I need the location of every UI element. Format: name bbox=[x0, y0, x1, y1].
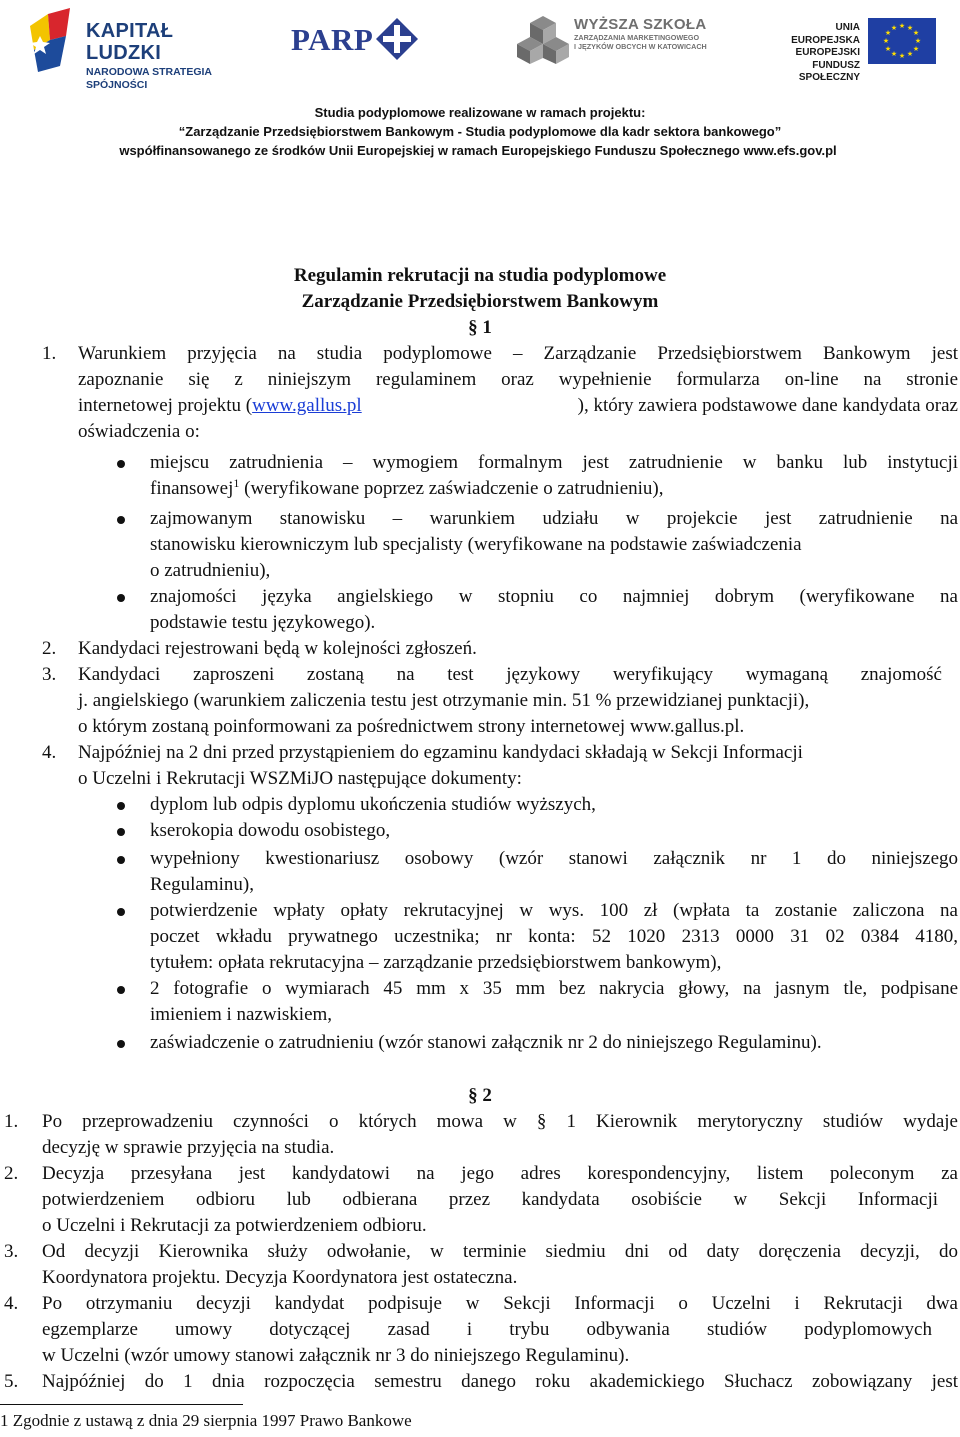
bullet-icon bbox=[117, 516, 125, 524]
s1-b3-line1: znajomości języka angielskiego w stopniu co najmniej dobrym (weryfikowane na bbox=[150, 586, 958, 607]
s2-p4-line3: w Uczelni (wzór umowy stanowi załącznik nr 3 do niniejszego Regulaminu). bbox=[42, 1345, 630, 1366]
s1-b1-line2: finansowej$^1$ (weryfikowane poprzez zaświadczenie o zatrudnieniu), bbox=[150, 476, 664, 499]
s2-p2-line1: Decyzja przesyłana jest kandydatowi na jego adres korespondencyjny, listem poleconym za bbox=[42, 1163, 958, 1184]
kapital-ludzki-subtitle: NARODOWA STRATEGIA SPÓJNOŚCI bbox=[86, 66, 212, 91]
s2-p4-number: 4. bbox=[4, 1293, 19, 1314]
s2-p3-number: 3. bbox=[4, 1241, 19, 1262]
s1-d6: zaświadczenie o zatrudnieniu (wzór stanowi załącznik nr 2 do niniejszego Regulaminu). bbox=[150, 1032, 822, 1053]
doc-title: Regulamin rekrutacji na studia podyplomowe bbox=[293, 265, 667, 286]
kapital-ludzki-logo bbox=[26, 6, 241, 91]
svg-text:★: ★ bbox=[912, 45, 920, 53]
s1-b2-line2: stanowisku kierowniczym lub specjalisty (weryfikowane na podstawie zaświadczenia bbox=[150, 534, 802, 555]
s1-p1-number: 1. bbox=[42, 343, 57, 364]
s1-p3-line3: o którym zostaną poinformowani za pośrednictwem strony internetowej www.gallus.pl. bbox=[78, 716, 745, 737]
s2-p1-line1: Po przeprowadzeniu czynności o których mowa w § 1 Kierownik merytoryczny studiów wydaje bbox=[42, 1111, 958, 1132]
s1-p4-line1: Najpóźniej na 2 dni przed przystąpieniem do egzaminu kandydaci składają w Sekcji Informacji bbox=[78, 742, 803, 763]
svg-text:★: ★ bbox=[906, 50, 914, 58]
wyzsza-szkola-title: WYŻSZA SZKOŁA bbox=[574, 16, 707, 33]
bullet-icon bbox=[117, 986, 125, 994]
project-header-line1: Studia podyplomowe realizowane w ramach projektu: bbox=[314, 105, 646, 120]
s1-d4-line3: tytułem: opłata rekrutacyjna – zarządzanie przedsiębiorstwem bankowym), bbox=[150, 952, 722, 973]
footnote: 1 Zgodnie z ustawą z dnia 29 sierpnia 1997 Prawo Bankowe bbox=[0, 1411, 412, 1430]
s2-p3-line2: Koordynatora projektu. Decyzja Koordynatora jest ostateczna. bbox=[42, 1267, 518, 1288]
s1-p1-line1: Warunkiem przyjęcia na studia podyplomowe – Zarządzanie Przedsiębiorstwem Bankowym jest bbox=[78, 343, 958, 364]
svg-text:★: ★ bbox=[906, 24, 914, 32]
footnote-ref: 1 bbox=[233, 476, 240, 490]
kapital-ludzki-title: KAPITAŁ LUDZKI bbox=[86, 20, 174, 64]
s2-p5-number: 5. bbox=[4, 1371, 19, 1392]
section-2-heading: § 2 bbox=[468, 1085, 492, 1106]
ue-line2: EUROPEJSKI bbox=[795, 47, 860, 58]
svg-text:★: ★ bbox=[890, 50, 898, 58]
s1-d3-line1: wypełniony kwestionariusz osobowy (wzór stanowi załącznik nr 1 do niniejszego bbox=[150, 848, 958, 869]
s1-p3-line1: Kandydaci zaproszeni zostaną na test językowy weryfikujący wymaganą znajomość bbox=[78, 664, 942, 685]
parp-emblem-icon bbox=[375, 17, 419, 61]
s1-b1-line1: miejscu zatrudnienia – wymogiem formalnym jest zatrudnienie w banku lub instytucji bbox=[150, 452, 958, 473]
kapital-ludzki-emblem-icon bbox=[26, 6, 82, 76]
project-header-line3: współfinansowanego ze środków Unii Europejskiej w ramach Europejskiego Funduszu Społecznego www.efs.gov.pl bbox=[119, 143, 837, 158]
s1-b2-line3: o zatrudnieniu), bbox=[150, 560, 271, 581]
s2-p2-number: 2. bbox=[4, 1163, 19, 1184]
svg-text:★: ★ bbox=[890, 24, 898, 32]
project-header-line2: “Zarządzanie Przedsiębiorstwem Bankowym - Studia podyplomowe dla kadr sektora bankowego” bbox=[178, 124, 782, 139]
doc-subtitle: Zarządzanie Przedsiębiorstwem Bankowym bbox=[301, 291, 659, 312]
s1-b3-line2: podstawie testu językowego). bbox=[150, 612, 376, 633]
section-1-heading: § 1 bbox=[468, 317, 492, 338]
eu-flag-icon bbox=[868, 18, 936, 64]
svg-text:★: ★ bbox=[912, 29, 920, 37]
s1-d1: dyplom lub odpis dyplomu ukończenia studiów wyższych, bbox=[150, 794, 596, 815]
s1-d5-line2: imieniem i nazwiskiem, bbox=[150, 1004, 333, 1025]
s1-d4-line2: poczet wkładu prywatnego uczestnika; nr konta: 52 1020 2313 0000 31 02 0384 4180, bbox=[150, 926, 958, 947]
s2-p1-number: 1. bbox=[4, 1111, 19, 1132]
svg-text:★: ★ bbox=[914, 37, 922, 45]
s2-p4-line1: Po otrzymaniu decyzji kandydat podpisuje w Sekcji Informacji o Uczelni i Rekrutacji dwa bbox=[42, 1293, 958, 1314]
ue-line1: UNIA EUROPEJSKA bbox=[791, 22, 860, 46]
s1-p2-text: Kandydaci rejestrowani będą w kolejności zgłoszeń. bbox=[78, 638, 477, 659]
bullet-icon bbox=[117, 908, 125, 916]
wyzsza-szkola-logo bbox=[516, 10, 716, 70]
svg-text:★: ★ bbox=[882, 37, 890, 45]
s1-d5-line1: 2 fotografie o wymiarach 45 mm x 35 mm bez nakrycia głowy, na jasnym tle, podpisane bbox=[150, 978, 958, 999]
bullet-icon bbox=[117, 1040, 125, 1048]
s1-p1-line3-part2: ), który zawiera podstawowe dane kandydata oraz bbox=[577, 395, 958, 416]
bullet-icon bbox=[117, 802, 125, 810]
s1-d2: kserokopia dowodu osobistego, bbox=[150, 820, 391, 841]
s1-p4-number: 4. bbox=[42, 742, 57, 763]
wyzsza-szkola-sub2: I JĘZYKÓW OBCYCH W KATOWICACH bbox=[574, 42, 707, 51]
s2-p5-line1: Najpóźniej do 1 dnia rozpoczęcia semestru danego roku akademickiego Słuchacz zobowiązany jest bbox=[42, 1371, 958, 1392]
parp-logo bbox=[291, 14, 421, 64]
ue-logo bbox=[768, 14, 938, 83]
wyzsza-szkola-cube-icon bbox=[516, 14, 570, 66]
svg-text:★: ★ bbox=[898, 22, 906, 30]
s1-p3-number: 3. bbox=[42, 664, 57, 685]
wyzsza-szkola-sub1: ZARZĄDZANIA MARKETINGOWEGO bbox=[574, 33, 700, 42]
svg-text:★: ★ bbox=[898, 52, 906, 60]
s1-d3-line2: Regulaminu), bbox=[150, 874, 254, 895]
s1-p1-line3-part1: internetowej projektu (www.gallus.pl bbox=[78, 395, 362, 416]
s1-p4-line2: o Uczelni i Rekrutacji WSZMiJO następujące dokumenty: bbox=[78, 768, 522, 789]
ue-line3: FUNDUSZ SPOŁECZNY bbox=[798, 59, 860, 83]
bullet-icon bbox=[117, 828, 125, 836]
parp-title: PARP bbox=[291, 22, 374, 57]
svg-text:★: ★ bbox=[884, 29, 892, 37]
bullet-icon bbox=[117, 460, 125, 468]
s1-p1-line4: oświadczenia o: bbox=[78, 421, 200, 442]
footnote-separator bbox=[0, 1404, 243, 1405]
svg-text:★: ★ bbox=[884, 45, 892, 53]
bullet-icon bbox=[117, 856, 125, 864]
s2-p4-line2: egzemplarze umowy dotyczącej zasad i trybu odbywania studiów podyplomowych bbox=[42, 1319, 932, 1340]
project-header bbox=[0, 103, 960, 160]
s1-p1-line3 bbox=[78, 393, 958, 419]
s2-p1-line2: decyzję w sprawie przyjęcia na studia. bbox=[42, 1137, 335, 1158]
s2-p2-line3: o Uczelni i Rekrutacji za potwierdzeniem odbioru. bbox=[42, 1215, 427, 1236]
gallus-link[interactable]: www.gallus.pl bbox=[252, 395, 362, 416]
s1-p3-line2: j. angielskiego (warunkiem zaliczenia testu jest otrzymanie min. 51 % przewidzianej punktacji), bbox=[78, 690, 810, 711]
s1-d4-line1: potwierdzenie wpłaty opłaty rekrutacyjnej w wys. 100 zł (wpłata ta zostanie zaliczona na bbox=[150, 900, 958, 921]
s1-p1-line2: zapoznanie się z niniejszym regulaminem oraz wypełnienie formularza on-line na stronie bbox=[78, 369, 958, 390]
s1-b2-line1: zajmowanym stanowisku – warunkiem udziału w projekcie jest zatrudnienie na bbox=[150, 508, 958, 529]
s2-p3-line1: Od decyzji Kierownika służy odwołanie, w terminie siedmiu dni od daty doręczenia decyzji, do bbox=[42, 1241, 958, 1262]
bullet-icon bbox=[117, 594, 125, 602]
s1-p2-number: 2. bbox=[42, 638, 57, 659]
s2-p2-line2: potwierdzeniem odbioru lub odbierana przez kandydata osobiście w Sekcji Informacji bbox=[42, 1189, 938, 1210]
